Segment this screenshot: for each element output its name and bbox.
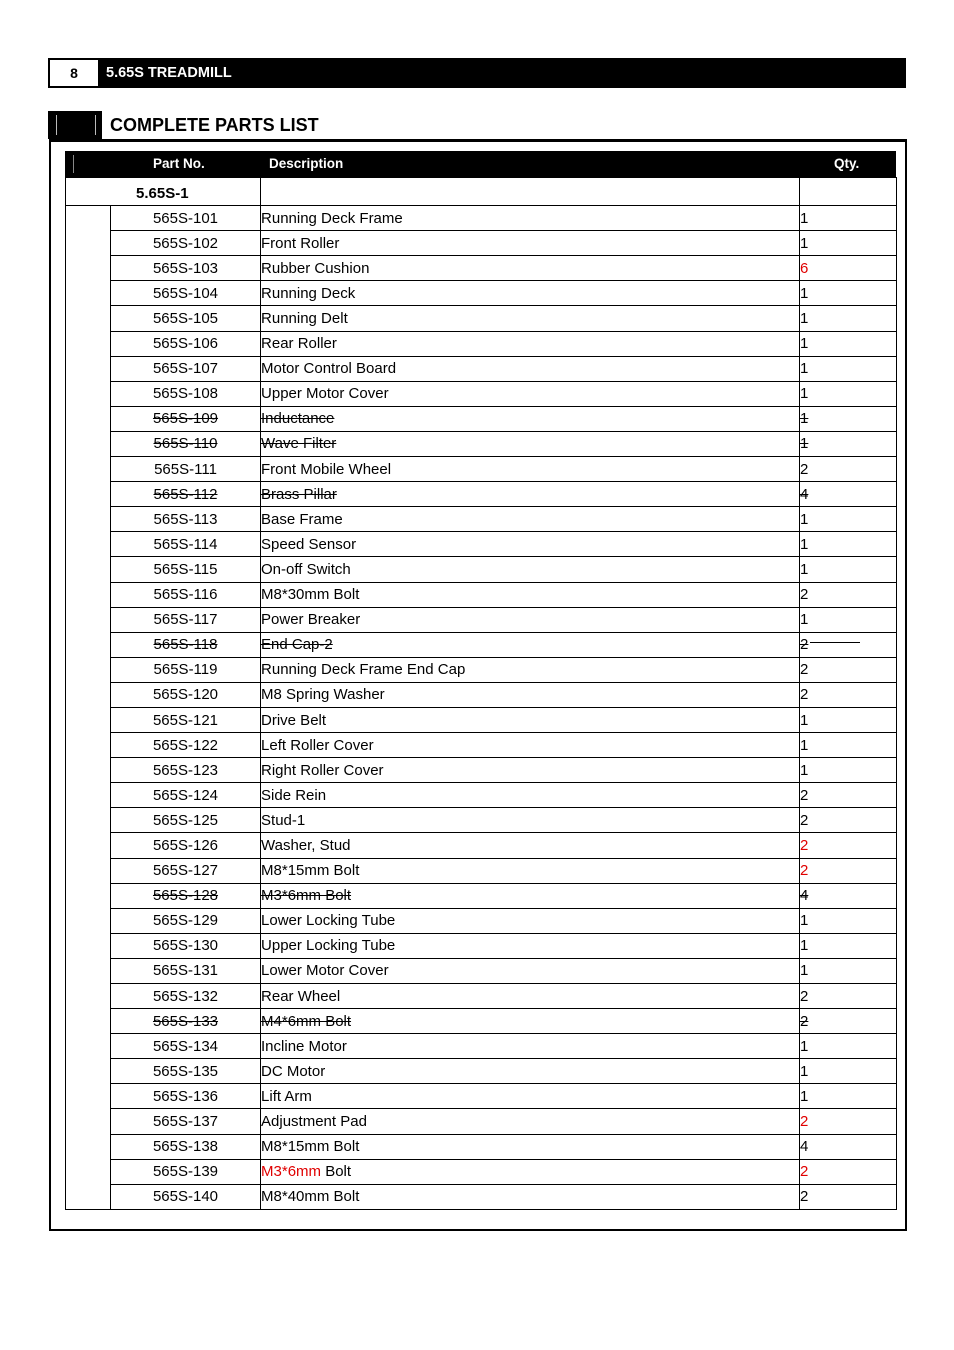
- part-number: 565S-128: [111, 883, 261, 908]
- part-description: On-off Switch: [261, 557, 800, 582]
- part-number: 565S-138: [111, 1134, 261, 1159]
- section-marker: [48, 111, 102, 139]
- part-number: 565S-118: [111, 632, 261, 657]
- table-row: [66, 1134, 897, 1159]
- part-number: 565S-134: [111, 1034, 261, 1059]
- document-title: 5.65S TREADMILL: [106, 65, 232, 81]
- part-number: 565S-137: [111, 1109, 261, 1134]
- group-label: 5.65S-1: [66, 178, 261, 206]
- table-row: [66, 808, 897, 833]
- table-row: [66, 482, 897, 507]
- part-qty: 1: [800, 1084, 897, 1109]
- part-qty: 4: [800, 482, 897, 507]
- part-qty: 1: [800, 431, 897, 456]
- part-number: 565S-119: [111, 657, 261, 682]
- table-row: [66, 406, 897, 431]
- header-part-no: Part No.: [153, 156, 205, 171]
- part-number: 565S-102: [111, 231, 261, 256]
- part-qty: 2: [800, 457, 897, 482]
- part-description: Running Deck Frame: [261, 206, 800, 231]
- part-number: 565S-103: [111, 256, 261, 281]
- part-description: Rear Roller: [261, 331, 800, 356]
- table-row: [66, 883, 897, 908]
- part-qty: 2: [800, 582, 897, 607]
- table-row: [66, 984, 897, 1009]
- part-description: Side Rein: [261, 783, 800, 808]
- header-description: Description: [269, 156, 344, 171]
- part-number: 565S-129: [111, 908, 261, 933]
- table-row: [66, 256, 897, 281]
- part-description: Lower Locking Tube: [261, 908, 800, 933]
- part-description: Lift Arm: [261, 1084, 800, 1109]
- table-row: [66, 507, 897, 532]
- part-description: Washer, Stud: [261, 833, 800, 858]
- table-row: [66, 431, 897, 456]
- page-header-bar: [48, 58, 906, 88]
- part-qty: 1: [800, 958, 897, 983]
- part-qty: 1: [800, 306, 897, 331]
- part-qty: 1: [800, 557, 897, 582]
- table-row: [66, 1159, 897, 1184]
- part-number: 565S-131: [111, 958, 261, 983]
- part-description: Brass Pillar: [261, 482, 800, 507]
- part-number: 565S-135: [111, 1059, 261, 1084]
- table-row: [66, 281, 897, 306]
- table-row: [66, 933, 897, 958]
- part-qty: 2: [800, 657, 897, 682]
- table-row: [66, 557, 897, 582]
- header-qty: Qty.: [834, 156, 860, 171]
- part-description: M3*6mm Bolt: [261, 883, 800, 908]
- part-description: Base Frame: [261, 507, 800, 532]
- part-qty: 2: [800, 783, 897, 808]
- part-number: 565S-139: [111, 1159, 261, 1184]
- part-qty: 2: [800, 1009, 897, 1034]
- part-qty: 1: [800, 607, 897, 632]
- table-row: [66, 1009, 897, 1034]
- part-qty: 1: [800, 707, 897, 732]
- part-number: 565S-105: [111, 306, 261, 331]
- part-number: 565S-136: [111, 1084, 261, 1109]
- table-row: [66, 1109, 897, 1134]
- part-qty: 1: [800, 908, 897, 933]
- table-row: [66, 657, 897, 682]
- table-row: [66, 381, 897, 406]
- part-number: 565S-101: [111, 206, 261, 231]
- part-number: 565S-111: [111, 457, 261, 482]
- part-qty: 2: [800, 632, 897, 657]
- part-qty: 1: [800, 532, 897, 557]
- part-qty: 2: [800, 1184, 897, 1209]
- part-number: 565S-114: [111, 532, 261, 557]
- part-description: M4*6mm Bolt: [261, 1009, 800, 1034]
- part-number: 565S-117: [111, 607, 261, 632]
- part-qty: 1: [800, 331, 897, 356]
- part-qty: 1: [800, 507, 897, 532]
- part-qty: 1: [800, 733, 897, 758]
- table-row: [66, 1034, 897, 1059]
- part-number: 565S-110: [111, 431, 261, 456]
- table-row: [66, 331, 897, 356]
- part-number: 565S-126: [111, 833, 261, 858]
- section-title: COMPLETE PARTS LIST: [110, 115, 319, 135]
- table-row: [66, 783, 897, 808]
- part-description: Stud-1: [261, 808, 800, 833]
- part-description: Lower Motor Cover: [261, 958, 800, 983]
- part-number: 565S-132: [111, 984, 261, 1009]
- table-row: [66, 532, 897, 557]
- table-row: [66, 858, 897, 883]
- part-description: Rear Wheel: [261, 984, 800, 1009]
- part-qty: 1: [800, 758, 897, 783]
- part-qty: 1: [800, 206, 897, 231]
- table-header: [65, 151, 896, 177]
- table-row: [66, 758, 897, 783]
- part-description: Running Delt: [261, 306, 800, 331]
- part-qty: 2: [800, 833, 897, 858]
- parts-table: [65, 177, 897, 1210]
- part-number: 565S-107: [111, 356, 261, 381]
- part-number: 565S-120: [111, 682, 261, 707]
- part-number: 565S-133: [111, 1009, 261, 1034]
- table-row: [66, 457, 897, 482]
- part-description: M8*15mm Bolt: [261, 1134, 800, 1159]
- part-description: Power Breaker: [261, 607, 800, 632]
- part-number: 565S-115: [111, 557, 261, 582]
- table-row: [66, 707, 897, 732]
- part-description: M8*30mm Bolt: [261, 582, 800, 607]
- part-qty: 2: [800, 808, 897, 833]
- part-qty: 1: [800, 933, 897, 958]
- part-number: 565S-109: [111, 406, 261, 431]
- part-description: Drive Belt: [261, 707, 800, 732]
- part-qty: 6: [800, 256, 897, 281]
- table-row: [66, 632, 897, 657]
- part-number: 565S-106: [111, 331, 261, 356]
- table-row: [66, 231, 897, 256]
- part-description: Front Mobile Wheel: [261, 457, 800, 482]
- table-row: [66, 607, 897, 632]
- part-description: M3*6mm Bolt: [261, 1159, 800, 1184]
- part-description: Left Roller Cover: [261, 733, 800, 758]
- part-qty: 1: [800, 1034, 897, 1059]
- table-row: [66, 356, 897, 381]
- part-description: Right Roller Cover: [261, 758, 800, 783]
- part-description: Wave Filter: [261, 431, 800, 456]
- table-row: [66, 958, 897, 983]
- part-qty: 2: [800, 682, 897, 707]
- part-description: Upper Locking Tube: [261, 933, 800, 958]
- part-qty: 1: [800, 1059, 897, 1084]
- part-number: 565S-108: [111, 381, 261, 406]
- table-row: [66, 908, 897, 933]
- part-number: 565S-112: [111, 482, 261, 507]
- part-number: 565S-104: [111, 281, 261, 306]
- part-qty: 2: [800, 1159, 897, 1184]
- part-number: 565S-124: [111, 783, 261, 808]
- part-qty: 4: [800, 1134, 897, 1159]
- table-row: [66, 206, 897, 231]
- part-number: 565S-122: [111, 733, 261, 758]
- part-number: 565S-140: [111, 1184, 261, 1209]
- part-description: Speed Sensor: [261, 532, 800, 557]
- table-row: [66, 682, 897, 707]
- part-description: Upper Motor Cover: [261, 381, 800, 406]
- part-description: Motor Control Board: [261, 356, 800, 381]
- part-qty: 2: [800, 1109, 897, 1134]
- part-number: 565S-116: [111, 582, 261, 607]
- part-qty: 1: [800, 406, 897, 431]
- table-row: [66, 1184, 897, 1209]
- part-description: Running Deck: [261, 281, 800, 306]
- part-qty: 1: [800, 356, 897, 381]
- part-number: 565S-125: [111, 808, 261, 833]
- part-number: 565S-113: [111, 507, 261, 532]
- indent-cell: [66, 206, 111, 1210]
- part-qty: 1: [800, 231, 897, 256]
- part-qty: 4: [800, 883, 897, 908]
- part-qty: 2: [800, 858, 897, 883]
- part-description: M8*40mm Bolt: [261, 1184, 800, 1209]
- part-number: 565S-123: [111, 758, 261, 783]
- part-description: Front Roller: [261, 231, 800, 256]
- part-description: Incline Motor: [261, 1034, 800, 1059]
- part-description: DC Motor: [261, 1059, 800, 1084]
- part-number: 565S-127: [111, 858, 261, 883]
- part-number: 565S-130: [111, 933, 261, 958]
- part-qty: 1: [800, 281, 897, 306]
- part-description: Running Deck Frame End Cap: [261, 657, 800, 682]
- part-qty: 2: [800, 984, 897, 1009]
- page-number: 8: [50, 60, 98, 86]
- group-row: [66, 178, 897, 206]
- table-row: [66, 1084, 897, 1109]
- table-row: [66, 1059, 897, 1084]
- table-row: [66, 733, 897, 758]
- part-description: M8 Spring Washer: [261, 682, 800, 707]
- part-qty: 1: [800, 381, 897, 406]
- part-description: Inductance: [261, 406, 800, 431]
- part-number: 565S-121: [111, 707, 261, 732]
- part-description: M8*15mm Bolt: [261, 858, 800, 883]
- part-description: Rubber Cushion: [261, 256, 800, 281]
- part-description: End Cap-2: [261, 632, 800, 657]
- part-description: Adjustment Pad: [261, 1109, 800, 1134]
- table-row: [66, 833, 897, 858]
- table-row: [66, 306, 897, 331]
- table-row: [66, 582, 897, 607]
